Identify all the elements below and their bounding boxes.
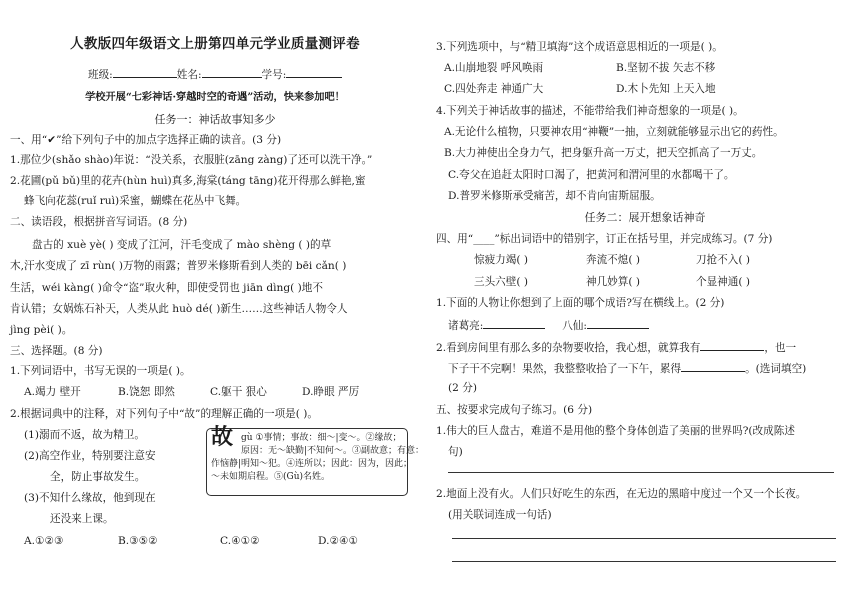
- q2-heading: 二、读语段，根据拼音写词语。(8 分): [10, 216, 188, 228]
- q4-word[interactable]: 神几妙算( ): [586, 276, 641, 288]
- q5-sub2-cont: (用关联词连成一句话): [448, 509, 552, 521]
- q2-line: 肯认错；女娲炼石补天，人类从此 huò dé( )新生……这些神话人物令人: [10, 303, 348, 315]
- q3-sub4-option-c[interactable]: C.夸父在追赶太阳时口渴了，把黄河和渭河里的水都喝干了。: [448, 169, 735, 181]
- q4-sub2-line2: [448, 360, 806, 376]
- q5-sub2-answer-line[interactable]: [452, 561, 836, 562]
- q4-word[interactable]: 惊疲力竭( ): [474, 254, 529, 266]
- q3-heading: 三、选择题。(8 分): [10, 345, 103, 357]
- q1-item: 2.花圃(pǔ bǔ)里的花卉(hùn huì)真多,海棠(táng tāng)花开得那么鲜艳,蜜: [10, 175, 366, 187]
- q3-sub1: 1.下列词语中，书写无误的一项是( )。: [10, 365, 191, 377]
- q3-sub2-option-c[interactable]: C.④①②: [220, 535, 260, 547]
- q2-line: 生活，wéi kàng( )命令“盗”取火种，即使受罚也 jiān dìng( )地不: [10, 282, 323, 294]
- q3-sub2-option-d[interactable]: D.②④①: [318, 535, 358, 547]
- class-label: 班级:: [88, 69, 113, 81]
- q4-sub2-score: (2 分): [448, 382, 477, 394]
- task2-title: 任务二：展开想象话神奇: [584, 211, 706, 224]
- q2-line: jìng pèi( )。: [10, 324, 73, 336]
- q3-sub3-option-d[interactable]: D.木卜先知 上天入地: [616, 83, 716, 95]
- q4-word[interactable]: 个显神通( ): [696, 276, 751, 288]
- dictionary-line: gù ①事情；事故：细～|变～。②缘故；: [241, 433, 402, 443]
- q3-sub2-sentence: (2)高空作业，特别要注意安: [24, 450, 156, 462]
- q4-word[interactable]: 刀抢不入( ): [696, 254, 751, 266]
- q3-sub2-sentence: (1)溺而不返，故为精卫。: [24, 429, 145, 441]
- q3-sub2: 2.根据词典中的注释，对下列句子中“故”的理解正确的一项是( )。: [10, 408, 319, 420]
- q1-item: 1.那位少(shǎo shào)年说：“没关系，衣服脏(zāng zàng)了还可以洗干净。”: [10, 154, 373, 166]
- dictionary-entry-box: [206, 424, 425, 496]
- q3-sub2-sentence: 还没来上课。: [50, 513, 114, 525]
- dictionary-line: 作恼静|明知～犯。④连所以；因此：因为，因此；: [211, 459, 413, 469]
- q4-sub2-text: 。(选词填空): [745, 363, 807, 375]
- task1-title: 任务一：神话故事知多少: [154, 113, 276, 126]
- q5-sub1: 1.伟大的巨人盘古，难道不是用他的整个身体创造了美丽的世界吗?(改成陈述: [436, 425, 795, 437]
- id-field[interactable]: [286, 66, 342, 78]
- q3-sub2-option-b[interactable]: B.③⑤②: [118, 535, 158, 547]
- q2-line: 木,汗水变成了 zī rùn( )万物的雨露；普罗米修斯看到人类的 bēi cǎn( ): [10, 260, 347, 272]
- q3-sub1-option-c[interactable]: C.躯干 狠心: [210, 386, 267, 398]
- q4-sub1-answers: [448, 317, 649, 333]
- q3-sub4: 4.下列关于神话故事的描述，不能带给我们神奇想象的一项是( )。: [436, 105, 744, 117]
- q3-sub2-sentence: 全，防止事故发生。: [50, 471, 146, 483]
- q4-sub2-text: 2.看到房间里有那么多的杂物要收拾，我心想，就算我有: [436, 342, 701, 354]
- q1-heading: 一、用“✔”给下列句子中的加点字选择正确的读音。(3 分): [10, 134, 282, 146]
- q3-sub1-option-d[interactable]: D.睁眼 严厉: [302, 386, 360, 398]
- q3-sub4-option-b[interactable]: B.大力神使出全身力气，把身躯升高一万丈，把天空抓高了一万丈。: [444, 147, 763, 159]
- baxian-label: 八仙:: [562, 320, 587, 332]
- name-label: 姓名:: [176, 69, 202, 81]
- activity-intro: 学校开展“七彩神话·穿越时空的奇遇”活动，快来参加吧！: [85, 91, 345, 103]
- name-field[interactable]: [202, 66, 262, 78]
- q4-sub2-text: 下子干不完啊！果然，我整整收拾了一下午，累得: [448, 363, 682, 375]
- zhugeliang-label: 诸葛亮:: [448, 320, 484, 332]
- q4-sub1: 1.下面的人物让你想到了上面的哪个成语?写在横线上。(2 分): [436, 297, 725, 309]
- q2-line: 盘古的 xuè yè( ) 变成了江河，汗毛变成了 mào shèng ( )的草: [32, 239, 332, 251]
- q3-sub2-sentence: (3)不知什么缘故，他到现在: [24, 492, 156, 504]
- q5-sub1-cont: 句): [448, 446, 463, 458]
- q3-sub4-option-d[interactable]: D.普罗米修斯承受痛苦，却不肯向宙斯屈服。: [448, 190, 661, 202]
- q3-sub3-option-a[interactable]: A.山崩地裂 呼风唤雨: [444, 62, 544, 74]
- page-title: 人教版四年级语文上册第四单元学业质量测评卷: [70, 36, 360, 52]
- q4-sub2-blank2[interactable]: [681, 360, 745, 372]
- q3-sub4-option-a[interactable]: A.无论什么植物，只要神农用“神鞭”一抽，立刻就能够显示出它的药性。: [444, 126, 784, 138]
- q3-sub1-option-a[interactable]: A.竭力 壁开: [24, 386, 81, 398]
- dictionary-line: 原因：无～缺勤|不知何～。③副故意；有意：: [241, 446, 425, 456]
- q5-sub2: 2.地面上没有火。人们只好吃生的东西，在无边的黑暗中度过一个又一个长夜。: [436, 488, 807, 500]
- q5-sub1-answer-line[interactable]: [448, 472, 834, 473]
- q4-word[interactable]: 奔流不熄( ): [586, 254, 641, 266]
- q4-sub2-line1: [436, 339, 796, 355]
- class-field[interactable]: [113, 66, 177, 78]
- q5-heading: 五、按要求完成句子练习。(6 分): [436, 404, 593, 416]
- student-info: [88, 66, 342, 82]
- q3-sub3: 3.下列选项中，与“精卫填海”这个成语意思相近的一项是( )。: [436, 41, 723, 53]
- q4-word[interactable]: 三头六壁( ): [474, 276, 529, 288]
- q3-sub3-option-b[interactable]: B.坚韧不拔 矢志不移: [616, 62, 716, 74]
- zhugeliang-answer-field[interactable]: [483, 317, 545, 329]
- q5-sub2-answer-line[interactable]: [452, 538, 836, 539]
- q3-sub1-option-b[interactable]: B.饶恕 即然: [118, 386, 175, 398]
- q4-sub2-text: ，也一: [764, 342, 797, 354]
- baxian-answer-field[interactable]: [587, 317, 649, 329]
- dictionary-character: 故: [211, 424, 234, 450]
- q3-sub3-option-c[interactable]: C.四处奔走 神通广大: [444, 83, 544, 95]
- q4-sub2-blank1[interactable]: [700, 339, 764, 351]
- dictionary-line: ～未如期启程。⑤(Gù)名姓。: [211, 472, 331, 482]
- q3-sub2-option-a[interactable]: A.①②③: [24, 535, 64, 547]
- q4-heading: 四、用“____”标出词语中的错别字，订正在括号里，并完成练习。(7 分): [436, 233, 773, 245]
- id-label: 学号:: [261, 69, 287, 81]
- q1-item: 蜂飞向花蕊(ruǐ ruì)采蜜，蝴蝶在花丛中飞舞。: [24, 195, 247, 207]
